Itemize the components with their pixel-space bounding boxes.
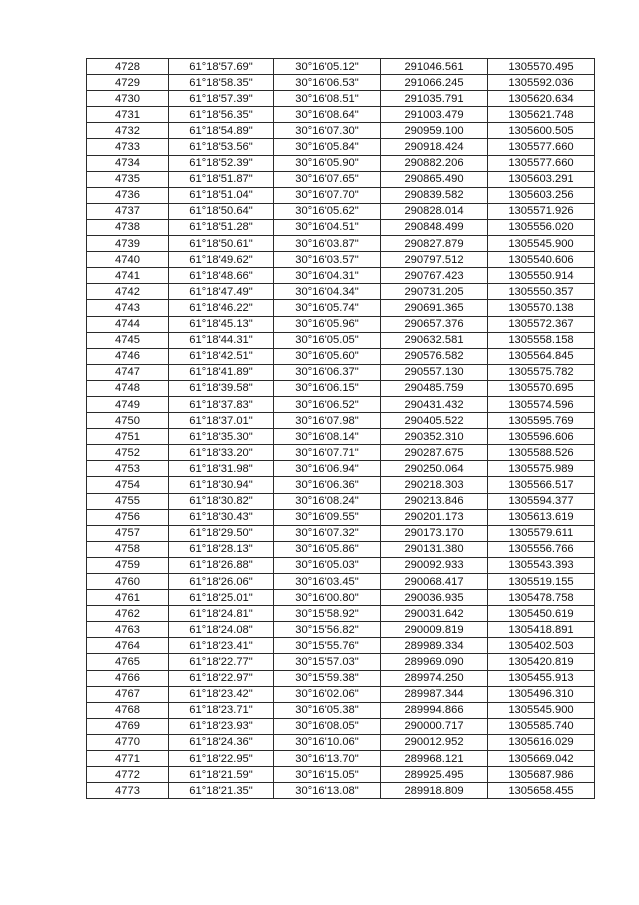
longitude-cell: 30°15'56.82" <box>274 622 381 638</box>
point-number-cell: 4754 <box>87 477 169 493</box>
table-row <box>87 107 595 123</box>
x-coordinate-cell: 289969.090 <box>381 654 488 670</box>
latitude-cell: 61°18'51.04" <box>169 187 274 203</box>
y-coordinate-cell: 1305595.769 <box>488 413 595 429</box>
table-row <box>87 187 595 203</box>
x-coordinate-cell: 290131.380 <box>381 541 488 557</box>
x-coordinate-cell: 290287.675 <box>381 445 488 461</box>
table-row <box>87 461 595 477</box>
latitude-cell: 61°18'25.01" <box>169 590 274 606</box>
table-row <box>87 557 595 573</box>
table-row <box>87 429 595 445</box>
latitude-cell: 61°18'31.98" <box>169 461 274 477</box>
point-number-cell: 4771 <box>87 751 169 767</box>
latitude-cell: 61°18'23.93" <box>169 718 274 734</box>
point-number-cell: 4770 <box>87 734 169 750</box>
x-coordinate-cell: 290218.303 <box>381 477 488 493</box>
longitude-cell: 30°16'08.05" <box>274 718 381 734</box>
table-row <box>87 767 595 783</box>
table-row <box>87 380 595 396</box>
x-coordinate-cell: 290405.522 <box>381 413 488 429</box>
point-number-cell: 4742 <box>87 284 169 300</box>
point-number-cell: 4741 <box>87 268 169 284</box>
table-row <box>87 541 595 557</box>
point-number-cell: 4748 <box>87 380 169 396</box>
latitude-cell: 61°18'22.97" <box>169 670 274 686</box>
table-row <box>87 751 595 767</box>
point-number-cell: 4760 <box>87 574 169 590</box>
longitude-cell: 30°16'07.30" <box>274 123 381 139</box>
x-coordinate-cell: 289987.344 <box>381 686 488 702</box>
x-coordinate-cell: 290839.582 <box>381 187 488 203</box>
point-number-cell: 4766 <box>87 670 169 686</box>
y-coordinate-cell: 1305450.619 <box>488 606 595 622</box>
latitude-cell: 61°18'51.28" <box>169 219 274 235</box>
y-coordinate-cell: 1305564.845 <box>488 348 595 364</box>
point-number-cell: 4738 <box>87 219 169 235</box>
y-coordinate-cell: 1305418.891 <box>488 622 595 638</box>
table-row <box>87 734 595 750</box>
x-coordinate-cell: 290092.933 <box>381 557 488 573</box>
x-coordinate-cell: 290068.417 <box>381 574 488 590</box>
x-coordinate-cell: 290632.581 <box>381 332 488 348</box>
table-row <box>87 686 595 702</box>
longitude-cell: 30°16'05.12" <box>274 59 381 75</box>
x-coordinate-cell: 290797.512 <box>381 252 488 268</box>
point-number-cell: 4734 <box>87 155 169 171</box>
longitude-cell: 30°16'06.52" <box>274 396 381 412</box>
longitude-cell: 30°16'03.87" <box>274 236 381 252</box>
longitude-cell: 30°16'04.51" <box>274 219 381 235</box>
y-coordinate-cell: 1305540.606 <box>488 252 595 268</box>
latitude-cell: 61°18'56.35" <box>169 107 274 123</box>
latitude-cell: 61°18'58.35" <box>169 75 274 91</box>
y-coordinate-cell: 1305550.357 <box>488 284 595 300</box>
latitude-cell: 61°18'24.81" <box>169 606 274 622</box>
latitude-cell: 61°18'33.20" <box>169 445 274 461</box>
x-coordinate-cell: 290036.935 <box>381 590 488 606</box>
table-row <box>87 493 595 509</box>
x-coordinate-cell: 290731.205 <box>381 284 488 300</box>
longitude-cell: 30°16'05.62" <box>274 203 381 219</box>
point-number-cell: 4735 <box>87 171 169 187</box>
y-coordinate-cell: 1305616.029 <box>488 734 595 750</box>
point-number-cell: 4767 <box>87 686 169 702</box>
table-row <box>87 413 595 429</box>
y-coordinate-cell: 1305658.455 <box>488 783 595 799</box>
y-coordinate-cell: 1305556.766 <box>488 541 595 557</box>
longitude-cell: 30°16'07.71" <box>274 445 381 461</box>
longitude-cell: 30°16'04.34" <box>274 284 381 300</box>
latitude-cell: 61°18'28.13" <box>169 541 274 557</box>
y-coordinate-cell: 1305566.517 <box>488 477 595 493</box>
y-coordinate-cell: 1305577.660 <box>488 139 595 155</box>
table-row <box>87 606 595 622</box>
x-coordinate-cell: 289918.809 <box>381 783 488 799</box>
point-number-cell: 4730 <box>87 91 169 107</box>
point-number-cell: 4773 <box>87 783 169 799</box>
x-coordinate-cell: 289974.250 <box>381 670 488 686</box>
point-number-cell: 4764 <box>87 638 169 654</box>
table-row <box>87 574 595 590</box>
y-coordinate-cell: 1305556.020 <box>488 219 595 235</box>
longitude-cell: 30°16'08.14" <box>274 429 381 445</box>
table-row <box>87 252 595 268</box>
x-coordinate-cell: 290657.376 <box>381 316 488 332</box>
latitude-cell: 61°18'41.89" <box>169 364 274 380</box>
latitude-cell: 61°18'51.87" <box>169 171 274 187</box>
latitude-cell: 61°18'48.66" <box>169 268 274 284</box>
x-coordinate-cell: 290882.206 <box>381 155 488 171</box>
latitude-cell: 61°18'24.08" <box>169 622 274 638</box>
table-row <box>87 75 595 91</box>
point-number-cell: 4737 <box>87 203 169 219</box>
y-coordinate-cell: 1305570.138 <box>488 300 595 316</box>
point-number-cell: 4745 <box>87 332 169 348</box>
longitude-cell: 30°16'08.51" <box>274 91 381 107</box>
table-row <box>87 783 595 799</box>
x-coordinate-cell: 291035.791 <box>381 91 488 107</box>
x-coordinate-cell: 289994.866 <box>381 702 488 718</box>
point-number-cell: 4752 <box>87 445 169 461</box>
longitude-cell: 30°16'06.53" <box>274 75 381 91</box>
y-coordinate-cell: 1305592.036 <box>488 75 595 91</box>
y-coordinate-cell: 1305519.155 <box>488 574 595 590</box>
point-number-cell: 4772 <box>87 767 169 783</box>
y-coordinate-cell: 1305402.503 <box>488 638 595 654</box>
latitude-cell: 61°18'26.88" <box>169 557 274 573</box>
latitude-cell: 61°18'45.13" <box>169 316 274 332</box>
table-row <box>87 316 595 332</box>
point-number-cell: 4728 <box>87 59 169 75</box>
x-coordinate-cell: 291046.561 <box>381 59 488 75</box>
longitude-cell: 30°16'04.31" <box>274 268 381 284</box>
latitude-cell: 61°18'52.39" <box>169 155 274 171</box>
point-number-cell: 4753 <box>87 461 169 477</box>
longitude-cell: 30°15'58.92" <box>274 606 381 622</box>
y-coordinate-cell: 1305570.695 <box>488 380 595 396</box>
longitude-cell: 30°16'03.57" <box>274 252 381 268</box>
longitude-cell: 30°16'07.32" <box>274 525 381 541</box>
latitude-cell: 61°18'30.82" <box>169 493 274 509</box>
table-row <box>87 203 595 219</box>
y-coordinate-cell: 1305572.367 <box>488 316 595 332</box>
latitude-cell: 61°18'35.30" <box>169 429 274 445</box>
latitude-cell: 61°18'30.43" <box>169 509 274 525</box>
latitude-cell: 61°18'30.94" <box>169 477 274 493</box>
x-coordinate-cell: 290959.100 <box>381 123 488 139</box>
latitude-cell: 61°18'22.95" <box>169 751 274 767</box>
table-row <box>87 509 595 525</box>
coordinates-table <box>86 58 595 799</box>
y-coordinate-cell: 1305603.256 <box>488 187 595 203</box>
latitude-cell: 61°18'50.61" <box>169 236 274 252</box>
x-coordinate-cell: 290012.952 <box>381 734 488 750</box>
x-coordinate-cell: 290009.819 <box>381 622 488 638</box>
point-number-cell: 4732 <box>87 123 169 139</box>
point-number-cell: 4733 <box>87 139 169 155</box>
latitude-cell: 61°18'23.71" <box>169 702 274 718</box>
x-coordinate-cell: 291003.479 <box>381 107 488 123</box>
latitude-cell: 61°18'50.64" <box>169 203 274 219</box>
coordinates-table-body <box>87 59 595 799</box>
table-row <box>87 155 595 171</box>
y-coordinate-cell: 1305455.913 <box>488 670 595 686</box>
x-coordinate-cell: 290767.423 <box>381 268 488 284</box>
latitude-cell: 61°18'47.49" <box>169 284 274 300</box>
latitude-cell: 61°18'46.22" <box>169 300 274 316</box>
latitude-cell: 61°18'37.01" <box>169 413 274 429</box>
x-coordinate-cell: 290352.310 <box>381 429 488 445</box>
y-coordinate-cell: 1305687.986 <box>488 767 595 783</box>
point-number-cell: 4743 <box>87 300 169 316</box>
latitude-cell: 61°18'39.58" <box>169 380 274 396</box>
table-row <box>87 477 595 493</box>
table-row <box>87 348 595 364</box>
longitude-cell: 30°16'08.24" <box>274 493 381 509</box>
longitude-cell: 30°16'05.84" <box>274 139 381 155</box>
longitude-cell: 30°16'05.96" <box>274 316 381 332</box>
y-coordinate-cell: 1305545.900 <box>488 702 595 718</box>
longitude-cell: 30°16'05.38" <box>274 702 381 718</box>
x-coordinate-cell: 290173.170 <box>381 525 488 541</box>
x-coordinate-cell: 290865.490 <box>381 171 488 187</box>
y-coordinate-cell: 1305600.505 <box>488 123 595 139</box>
point-number-cell: 4736 <box>87 187 169 203</box>
x-coordinate-cell: 289989.334 <box>381 638 488 654</box>
point-number-cell: 4758 <box>87 541 169 557</box>
point-number-cell: 4749 <box>87 396 169 412</box>
latitude-cell: 61°18'42.51" <box>169 348 274 364</box>
x-coordinate-cell: 290485.759 <box>381 380 488 396</box>
table-row <box>87 139 595 155</box>
point-number-cell: 4757 <box>87 525 169 541</box>
table-row <box>87 300 595 316</box>
x-coordinate-cell: 290250.064 <box>381 461 488 477</box>
longitude-cell: 30°15'57.03" <box>274 654 381 670</box>
longitude-cell: 30°16'00.80" <box>274 590 381 606</box>
longitude-cell: 30°16'06.36" <box>274 477 381 493</box>
latitude-cell: 61°18'23.42" <box>169 686 274 702</box>
x-coordinate-cell: 289925.495 <box>381 767 488 783</box>
y-coordinate-cell: 1305577.660 <box>488 155 595 171</box>
latitude-cell: 61°18'29.50" <box>169 525 274 541</box>
table-row <box>87 396 595 412</box>
point-number-cell: 4746 <box>87 348 169 364</box>
y-coordinate-cell: 1305575.782 <box>488 364 595 380</box>
y-coordinate-cell: 1305596.606 <box>488 429 595 445</box>
table-row <box>87 654 595 670</box>
point-number-cell: 4747 <box>87 364 169 380</box>
point-number-cell: 4769 <box>87 718 169 734</box>
x-coordinate-cell: 290031.642 <box>381 606 488 622</box>
point-number-cell: 4762 <box>87 606 169 622</box>
table-row <box>87 59 595 75</box>
x-coordinate-cell: 290918.424 <box>381 139 488 155</box>
point-number-cell: 4755 <box>87 493 169 509</box>
y-coordinate-cell: 1305585.740 <box>488 718 595 734</box>
y-coordinate-cell: 1305478.758 <box>488 590 595 606</box>
point-number-cell: 4768 <box>87 702 169 718</box>
x-coordinate-cell: 290828.014 <box>381 203 488 219</box>
table-row <box>87 91 595 107</box>
table-row <box>87 445 595 461</box>
longitude-cell: 30°16'13.08" <box>274 783 381 799</box>
x-coordinate-cell: 290691.365 <box>381 300 488 316</box>
longitude-cell: 30°16'05.03" <box>274 557 381 573</box>
x-coordinate-cell: 290000.717 <box>381 718 488 734</box>
latitude-cell: 61°18'57.69" <box>169 59 274 75</box>
table-row <box>87 718 595 734</box>
table-row <box>87 590 595 606</box>
latitude-cell: 61°18'53.56" <box>169 139 274 155</box>
y-coordinate-cell: 1305620.634 <box>488 91 595 107</box>
latitude-cell: 61°18'57.39" <box>169 91 274 107</box>
longitude-cell: 30°16'15.05" <box>274 767 381 783</box>
y-coordinate-cell: 1305496.310 <box>488 686 595 702</box>
latitude-cell: 61°18'22.77" <box>169 654 274 670</box>
point-number-cell: 4756 <box>87 509 169 525</box>
x-coordinate-cell: 290431.432 <box>381 396 488 412</box>
table-row <box>87 123 595 139</box>
x-coordinate-cell: 291066.245 <box>381 75 488 91</box>
point-number-cell: 4763 <box>87 622 169 638</box>
latitude-cell: 61°18'21.35" <box>169 783 274 799</box>
longitude-cell: 30°16'06.94" <box>274 461 381 477</box>
table-row <box>87 332 595 348</box>
x-coordinate-cell: 290557.130 <box>381 364 488 380</box>
y-coordinate-cell: 1305574.596 <box>488 396 595 412</box>
y-coordinate-cell: 1305543.393 <box>488 557 595 573</box>
latitude-cell: 61°18'37.83" <box>169 396 274 412</box>
latitude-cell: 61°18'49.62" <box>169 252 274 268</box>
point-number-cell: 4739 <box>87 236 169 252</box>
latitude-cell: 61°18'23.41" <box>169 638 274 654</box>
point-number-cell: 4744 <box>87 316 169 332</box>
longitude-cell: 30°16'07.70" <box>274 187 381 203</box>
longitude-cell: 30°16'02.06" <box>274 686 381 702</box>
y-coordinate-cell: 1305613.619 <box>488 509 595 525</box>
x-coordinate-cell: 290201.173 <box>381 509 488 525</box>
longitude-cell: 30°16'06.37" <box>274 364 381 380</box>
x-coordinate-cell: 289968.121 <box>381 751 488 767</box>
longitude-cell: 30°16'10.06" <box>274 734 381 750</box>
latitude-cell: 61°18'24.36" <box>169 734 274 750</box>
longitude-cell: 30°16'05.05" <box>274 332 381 348</box>
y-coordinate-cell: 1305603.291 <box>488 171 595 187</box>
latitude-cell: 61°18'21.59" <box>169 767 274 783</box>
table-row <box>87 622 595 638</box>
y-coordinate-cell: 1305420.819 <box>488 654 595 670</box>
y-coordinate-cell: 1305550.914 <box>488 268 595 284</box>
x-coordinate-cell: 290576.582 <box>381 348 488 364</box>
y-coordinate-cell: 1305571.926 <box>488 203 595 219</box>
x-coordinate-cell: 290848.499 <box>381 219 488 235</box>
x-coordinate-cell: 290827.879 <box>381 236 488 252</box>
point-number-cell: 4765 <box>87 654 169 670</box>
longitude-cell: 30°15'59.38" <box>274 670 381 686</box>
longitude-cell: 30°16'03.45" <box>274 574 381 590</box>
point-number-cell: 4761 <box>87 590 169 606</box>
latitude-cell: 61°18'26.06" <box>169 574 274 590</box>
y-coordinate-cell: 1305588.526 <box>488 445 595 461</box>
table-row <box>87 525 595 541</box>
table-row <box>87 284 595 300</box>
longitude-cell: 30°16'05.90" <box>274 155 381 171</box>
table-row <box>87 171 595 187</box>
table-row <box>87 638 595 654</box>
table-row <box>87 219 595 235</box>
latitude-cell: 61°18'44.31" <box>169 332 274 348</box>
point-number-cell: 4751 <box>87 429 169 445</box>
y-coordinate-cell: 1305575.989 <box>488 461 595 477</box>
table-row <box>87 236 595 252</box>
y-coordinate-cell: 1305594.377 <box>488 493 595 509</box>
longitude-cell: 30°16'07.65" <box>274 171 381 187</box>
point-number-cell: 4740 <box>87 252 169 268</box>
point-number-cell: 4759 <box>87 557 169 573</box>
table-row <box>87 670 595 686</box>
longitude-cell: 30°16'13.70" <box>274 751 381 767</box>
table-row <box>87 702 595 718</box>
point-number-cell: 4750 <box>87 413 169 429</box>
longitude-cell: 30°16'05.86" <box>274 541 381 557</box>
table-row <box>87 364 595 380</box>
latitude-cell: 61°18'54.89" <box>169 123 274 139</box>
y-coordinate-cell: 1305669.042 <box>488 751 595 767</box>
x-coordinate-cell: 290213.846 <box>381 493 488 509</box>
y-coordinate-cell: 1305570.495 <box>488 59 595 75</box>
longitude-cell: 30°16'08.64" <box>274 107 381 123</box>
table-row <box>87 268 595 284</box>
point-number-cell: 4731 <box>87 107 169 123</box>
longitude-cell: 30°16'05.74" <box>274 300 381 316</box>
y-coordinate-cell: 1305579.611 <box>488 525 595 541</box>
longitude-cell: 30°15'55.76" <box>274 638 381 654</box>
longitude-cell: 30°16'06.15" <box>274 380 381 396</box>
point-number-cell: 4729 <box>87 75 169 91</box>
longitude-cell: 30°16'09.55" <box>274 509 381 525</box>
y-coordinate-cell: 1305621.748 <box>488 107 595 123</box>
longitude-cell: 30°16'07.98" <box>274 413 381 429</box>
y-coordinate-cell: 1305558.158 <box>488 332 595 348</box>
longitude-cell: 30°16'05.60" <box>274 348 381 364</box>
y-coordinate-cell: 1305545.900 <box>488 236 595 252</box>
